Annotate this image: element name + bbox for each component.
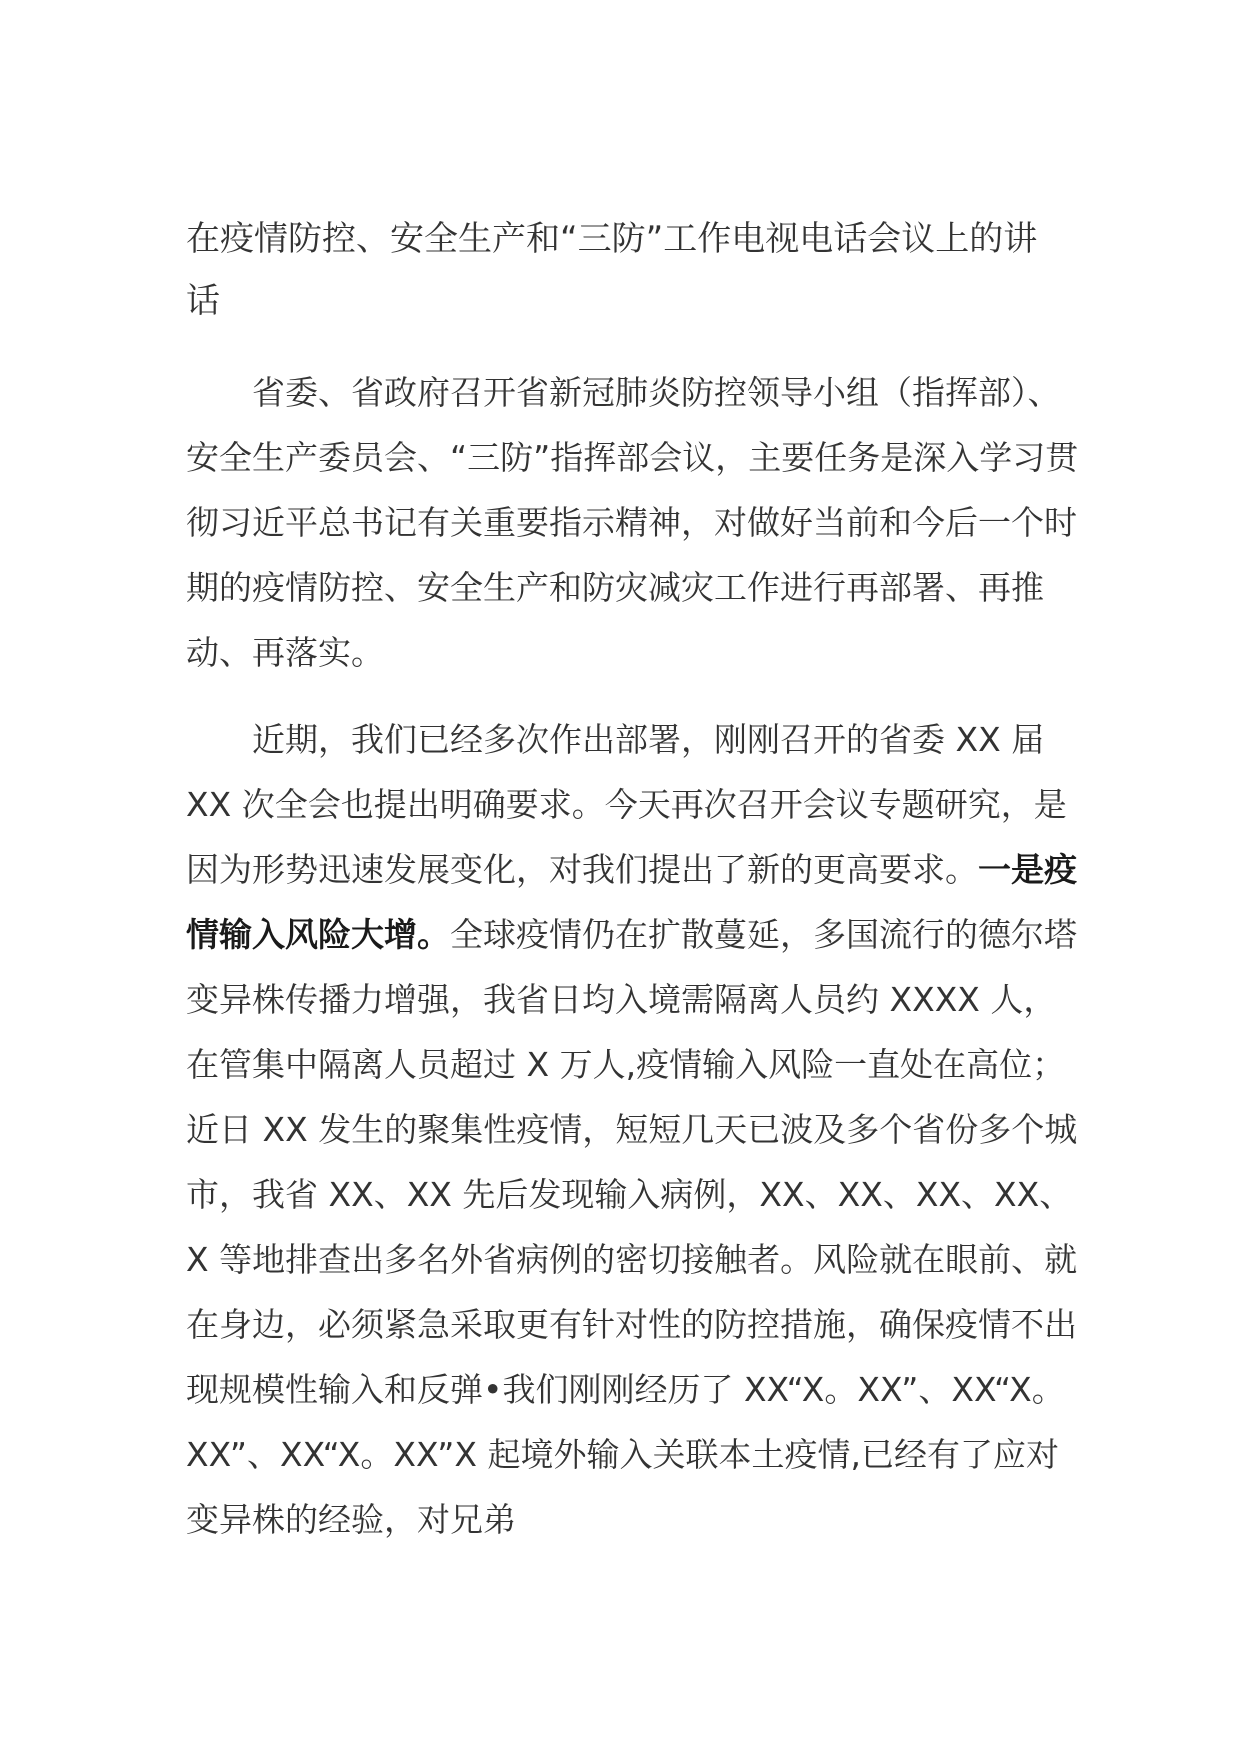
body-paragraph-2 [186, 707, 1086, 1552]
body-paragraph-1: 省委、省政府召开省新冠肺炎防控领导小组（指挥部）、安全生产委员会、“三防”指挥部会议，主要任务是深入学习贯彻习近平总书记有关重要指示精神，对做好当前和今后一个时期的疫情防控、安全生产和防灾减灾工作进行再部署、再推动、再落实。 [186, 373, 1079, 672]
paragraph-2-intro: 近期，我们已经多次作出部署，刚刚召开的省委 XX 届 XX 次全会也提出明确要求。今天再次召开会议专题研究，是因为形势迅速发展变化，对我们提出了新的更高要求。 [186, 720, 1067, 889]
paragraph-2-lead-point: 一是疫情输入风险大增。 [186, 850, 1077, 954]
paragraph-2-detail: 全球疫情仍在扩散蔓延，多国流行的德尔塔变异株传播力增强，我省日均入境需隔离人员约 XXXX 人，在管集中隔离人员超过 X 万人,疫情输入风险一直处在高位；近日 XX 发生的聚集性疫情，短短几天已波及多个省份多个城市，我省 XX、XX 先后发现输入病例，XX、XX、XX、XX、X 等地排查出多名外省病例的密切接触者。风险就在眼前、就在身边，必须紧急采取更有针对性的防控措施，确保疫情不出现规模性输入和反弹•我们刚刚经历了 XX“X。XX”、XX“X。XX”、XX“X。XX”X 起境外输入关联本土疫情,已经有了应对变异株的经验，对兄弟 [186, 915, 1078, 1539]
document-title: 在疫情防控、安全生产和“三防”工作电视电话会议上的讲话 [186, 219, 1038, 321]
